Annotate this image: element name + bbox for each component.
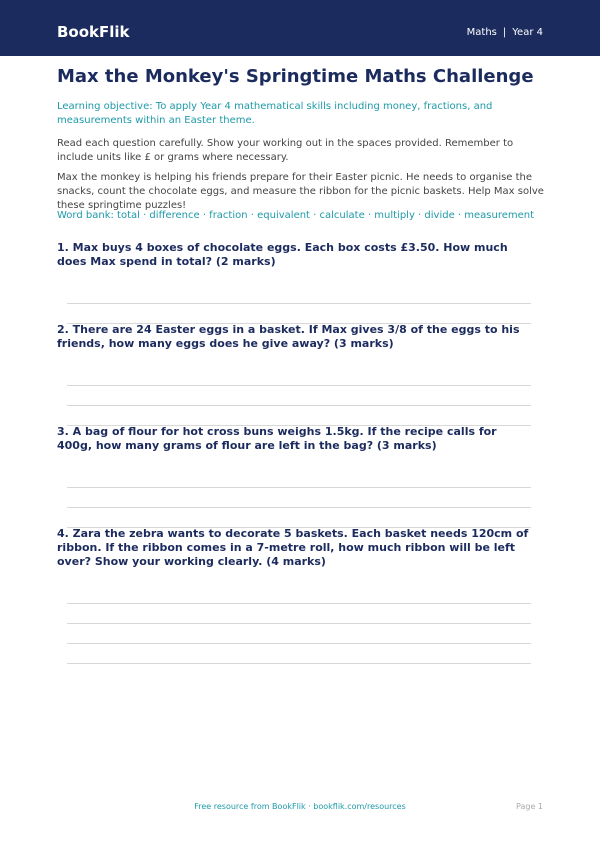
meta-separator: | [502, 27, 507, 38]
answer-line[interactable] [67, 405, 531, 406]
learning-objective: Learning objective: To apply Year 4 mathematical skills including money, fractions, and measurements within an Easter theme. [57, 101, 493, 126]
question-3: 3. A bag of flour for hot cross buns weighs 1.5kg. If the recipe calls for 400g, how many grams of flour are left in the bag? (3 marks) [57, 425, 497, 452]
header-bar [0, 0, 600, 56]
answer-line[interactable] [67, 603, 531, 604]
question-4: 4. Zara the zebra wants to decorate 5 baskets. Each basket needs 120cm of ribbon. If the ribbon comes in a 7-metre roll, how much ribbon will be left over? Show your working clearly. (4 marks) [57, 527, 529, 568]
page-title: Max the Monkey's Springtime Maths Challenge [57, 66, 534, 87]
answer-line[interactable] [67, 643, 531, 644]
brand-logo[interactable]: BookFlik [57, 23, 130, 41]
instructions-text: Read each question carefully. Show your working out in the spaces provided. Remember to include units like £ or grams where necessary. [57, 138, 514, 163]
page-number: Page 1 [516, 802, 543, 811]
footer-source-link[interactable]: Free resource from BookFlik · bookflik.com/resources [194, 802, 406, 811]
question-2: 2. There are 24 Easter eggs in a basket. If Max gives 3/8 of the eggs to his friends, how many eggs does he give away? (3 marks) [57, 323, 520, 350]
intro-text: Max the monkey is helping his friends prepare for their Easter picnic. He needs to organise the snacks, count the chocolate eggs, and measure the ribbon for the picnic baskets. Help Max solve these springtime puzzles! [57, 172, 544, 211]
answer-line[interactable] [67, 303, 531, 304]
answer-line[interactable] [67, 487, 531, 488]
answer-line[interactable] [67, 663, 531, 664]
word-bank: Word bank: total · difference · fraction · equivalent · calculate · multiply · divide · measurement [57, 210, 535, 221]
answer-line[interactable] [67, 623, 531, 624]
subject-label: Maths [466, 27, 497, 38]
question-1: 1. Max buys 4 boxes of chocolate eggs. Each box costs £3.50. How much does Max spend in total? (2 marks) [57, 241, 508, 268]
answer-line[interactable] [67, 385, 531, 386]
subject-year-label [467, 27, 543, 39]
answer-line[interactable] [67, 507, 531, 508]
year-label: Year 4 [512, 27, 543, 38]
